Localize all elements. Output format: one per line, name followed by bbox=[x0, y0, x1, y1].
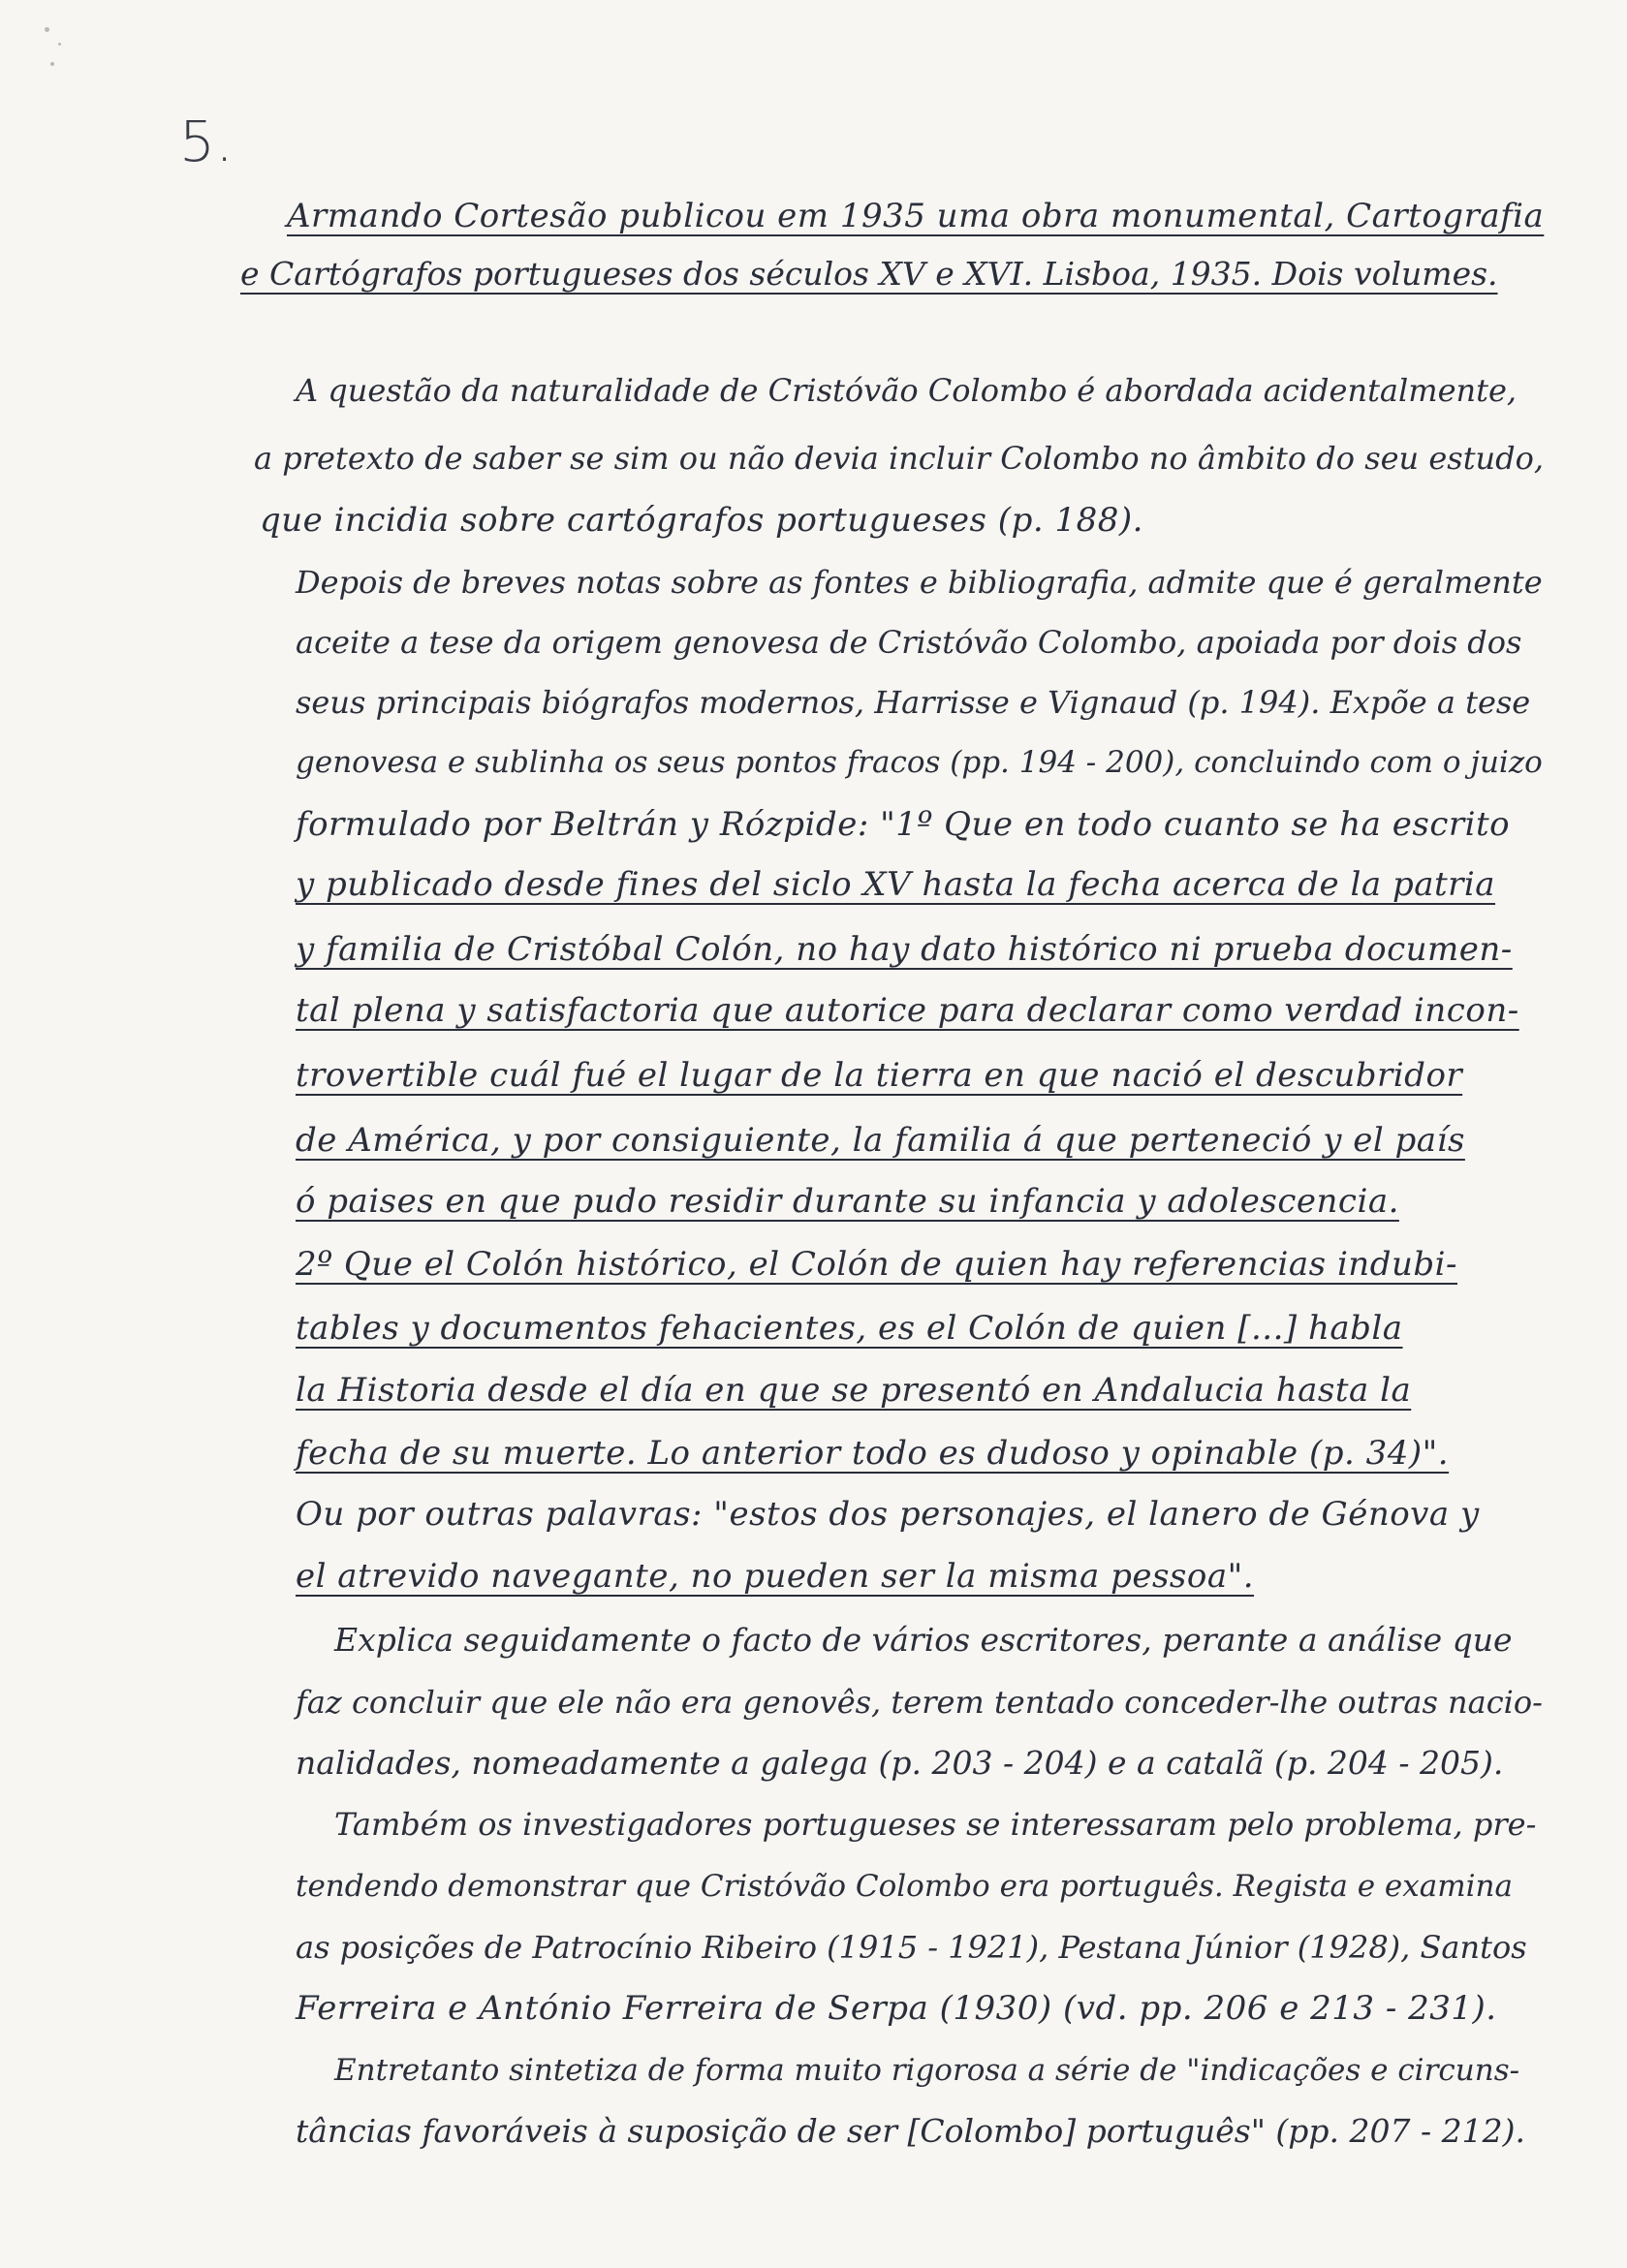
paper-speck bbox=[45, 27, 49, 32]
paper-speck bbox=[58, 43, 61, 46]
quoted-line: la Historia desde el día en que se presentó en Andalucia hasta la bbox=[296, 1371, 1412, 1410]
quoted-line: trovertible cuál fué el lugar de la tierra en que nació el descubridor bbox=[296, 1056, 1463, 1095]
quoted-line: y familia de Cristóbal Colón, no hay dato histórico ni prueba documen- bbox=[296, 930, 1513, 969]
quoted-line: 2º Que el Colón histórico, el Colón de quien hay referencias indubi- bbox=[296, 1245, 1457, 1284]
quoted-line: de América, y por consiguiente, la familia á que perteneció y el país bbox=[296, 1121, 1465, 1160]
text-line: Armando Cortesão publicou em 1935 uma obra monumental, Cartografia bbox=[287, 197, 1545, 235]
quoted-line: fecha de su muerte. Lo anterior todo es dudoso y opinable (p. 34)". bbox=[296, 1434, 1450, 1473]
text-line: genovesa e sublinha os seus pontos fracos (pp. 194 - 200), concluindo com o juizo bbox=[296, 745, 1543, 780]
text-line: seus principais biógrafos modernos, Harrisse e Vignaud (p. 194). Expõe a tese bbox=[296, 684, 1531, 721]
quoted-line: ó paises en que pudo residir durante su infancia y adolescencia. bbox=[296, 1182, 1399, 1221]
text-line: Entretanto sintetiza de forma muito rigorosa a série de "indicações e circuns- bbox=[334, 2053, 1520, 2088]
text-line: que incidia sobre cartógrafos portugueses (p. 188). bbox=[260, 501, 1143, 540]
quoted-line: el atrevido navegante, no pueden ser la misma pessoa". bbox=[296, 1557, 1255, 1596]
text-line: A questão da naturalidade de Cristóvão Colombo é abordada acidentalmente, bbox=[296, 372, 1517, 409]
text-line: nalidades, nomeadamente a galega (p. 203 - 204) e a catalã (p. 204 - 205). bbox=[296, 1744, 1504, 1782]
text-line: Explica seguidamente o facto de vários escritores, perante a análise que bbox=[334, 1621, 1513, 1659]
text-line: tendendo demonstrar que Cristóvão Colombo era português. Regista e examina bbox=[296, 1869, 1513, 1904]
text-line: Ou por outras palavras: "estos dos personajes, el lanero de Génova y bbox=[296, 1495, 1480, 1534]
text-line: formulado por Beltrán y Rózpide: "1º Que en todo cuanto se ha escrito bbox=[296, 805, 1511, 844]
text-line: tâncias favoráveis à suposição de ser [Colombo] português" (pp. 207 - 212). bbox=[296, 2112, 1525, 2150]
quoted-line: tal plena y satisfactoria que autorice para declarar como verdad incon- bbox=[296, 991, 1519, 1030]
page-number: 5. bbox=[179, 109, 235, 174]
text-line: Também os investigadores portugueses se interessaram pelo problema, pre- bbox=[334, 1806, 1537, 1843]
paper-speck bbox=[50, 62, 54, 66]
text-line: e Cartógrafos portugueses dos séculos XV e XVI. Lisboa, 1935. Dois volumes. bbox=[240, 255, 1498, 293]
text-line: Ferreira e António Ferreira de Serpa (1930) (vd. pp. 206 e 213 - 231). bbox=[296, 1989, 1497, 2028]
text-line: aceite a tese da origem genovesa de Cristóvão Colombo, apoiada por dois dos bbox=[296, 624, 1522, 661]
quoted-line: tables y documentos fehacientes, es el Colón de quien [...] habla bbox=[296, 1309, 1403, 1348]
text-line: faz concluir que ele não era genovês, terem tentado conceder-lhe outras nacio- bbox=[296, 1684, 1543, 1721]
text-line: Depois de breves notas sobre as fontes e bibliografia, admite que é geralmente bbox=[296, 564, 1543, 601]
quoted-line: y publicado desde fines del siclo XV hasta la fecha acerca de la patria bbox=[296, 865, 1496, 904]
text-line: as posições de Patrocínio Ribeiro (1915 - 1921), Pestana Júnior (1928), Santos bbox=[296, 1929, 1527, 1966]
text-line: a pretexto de saber se sim ou não devia incluir Colombo no âmbito do seu estudo, bbox=[254, 440, 1545, 477]
